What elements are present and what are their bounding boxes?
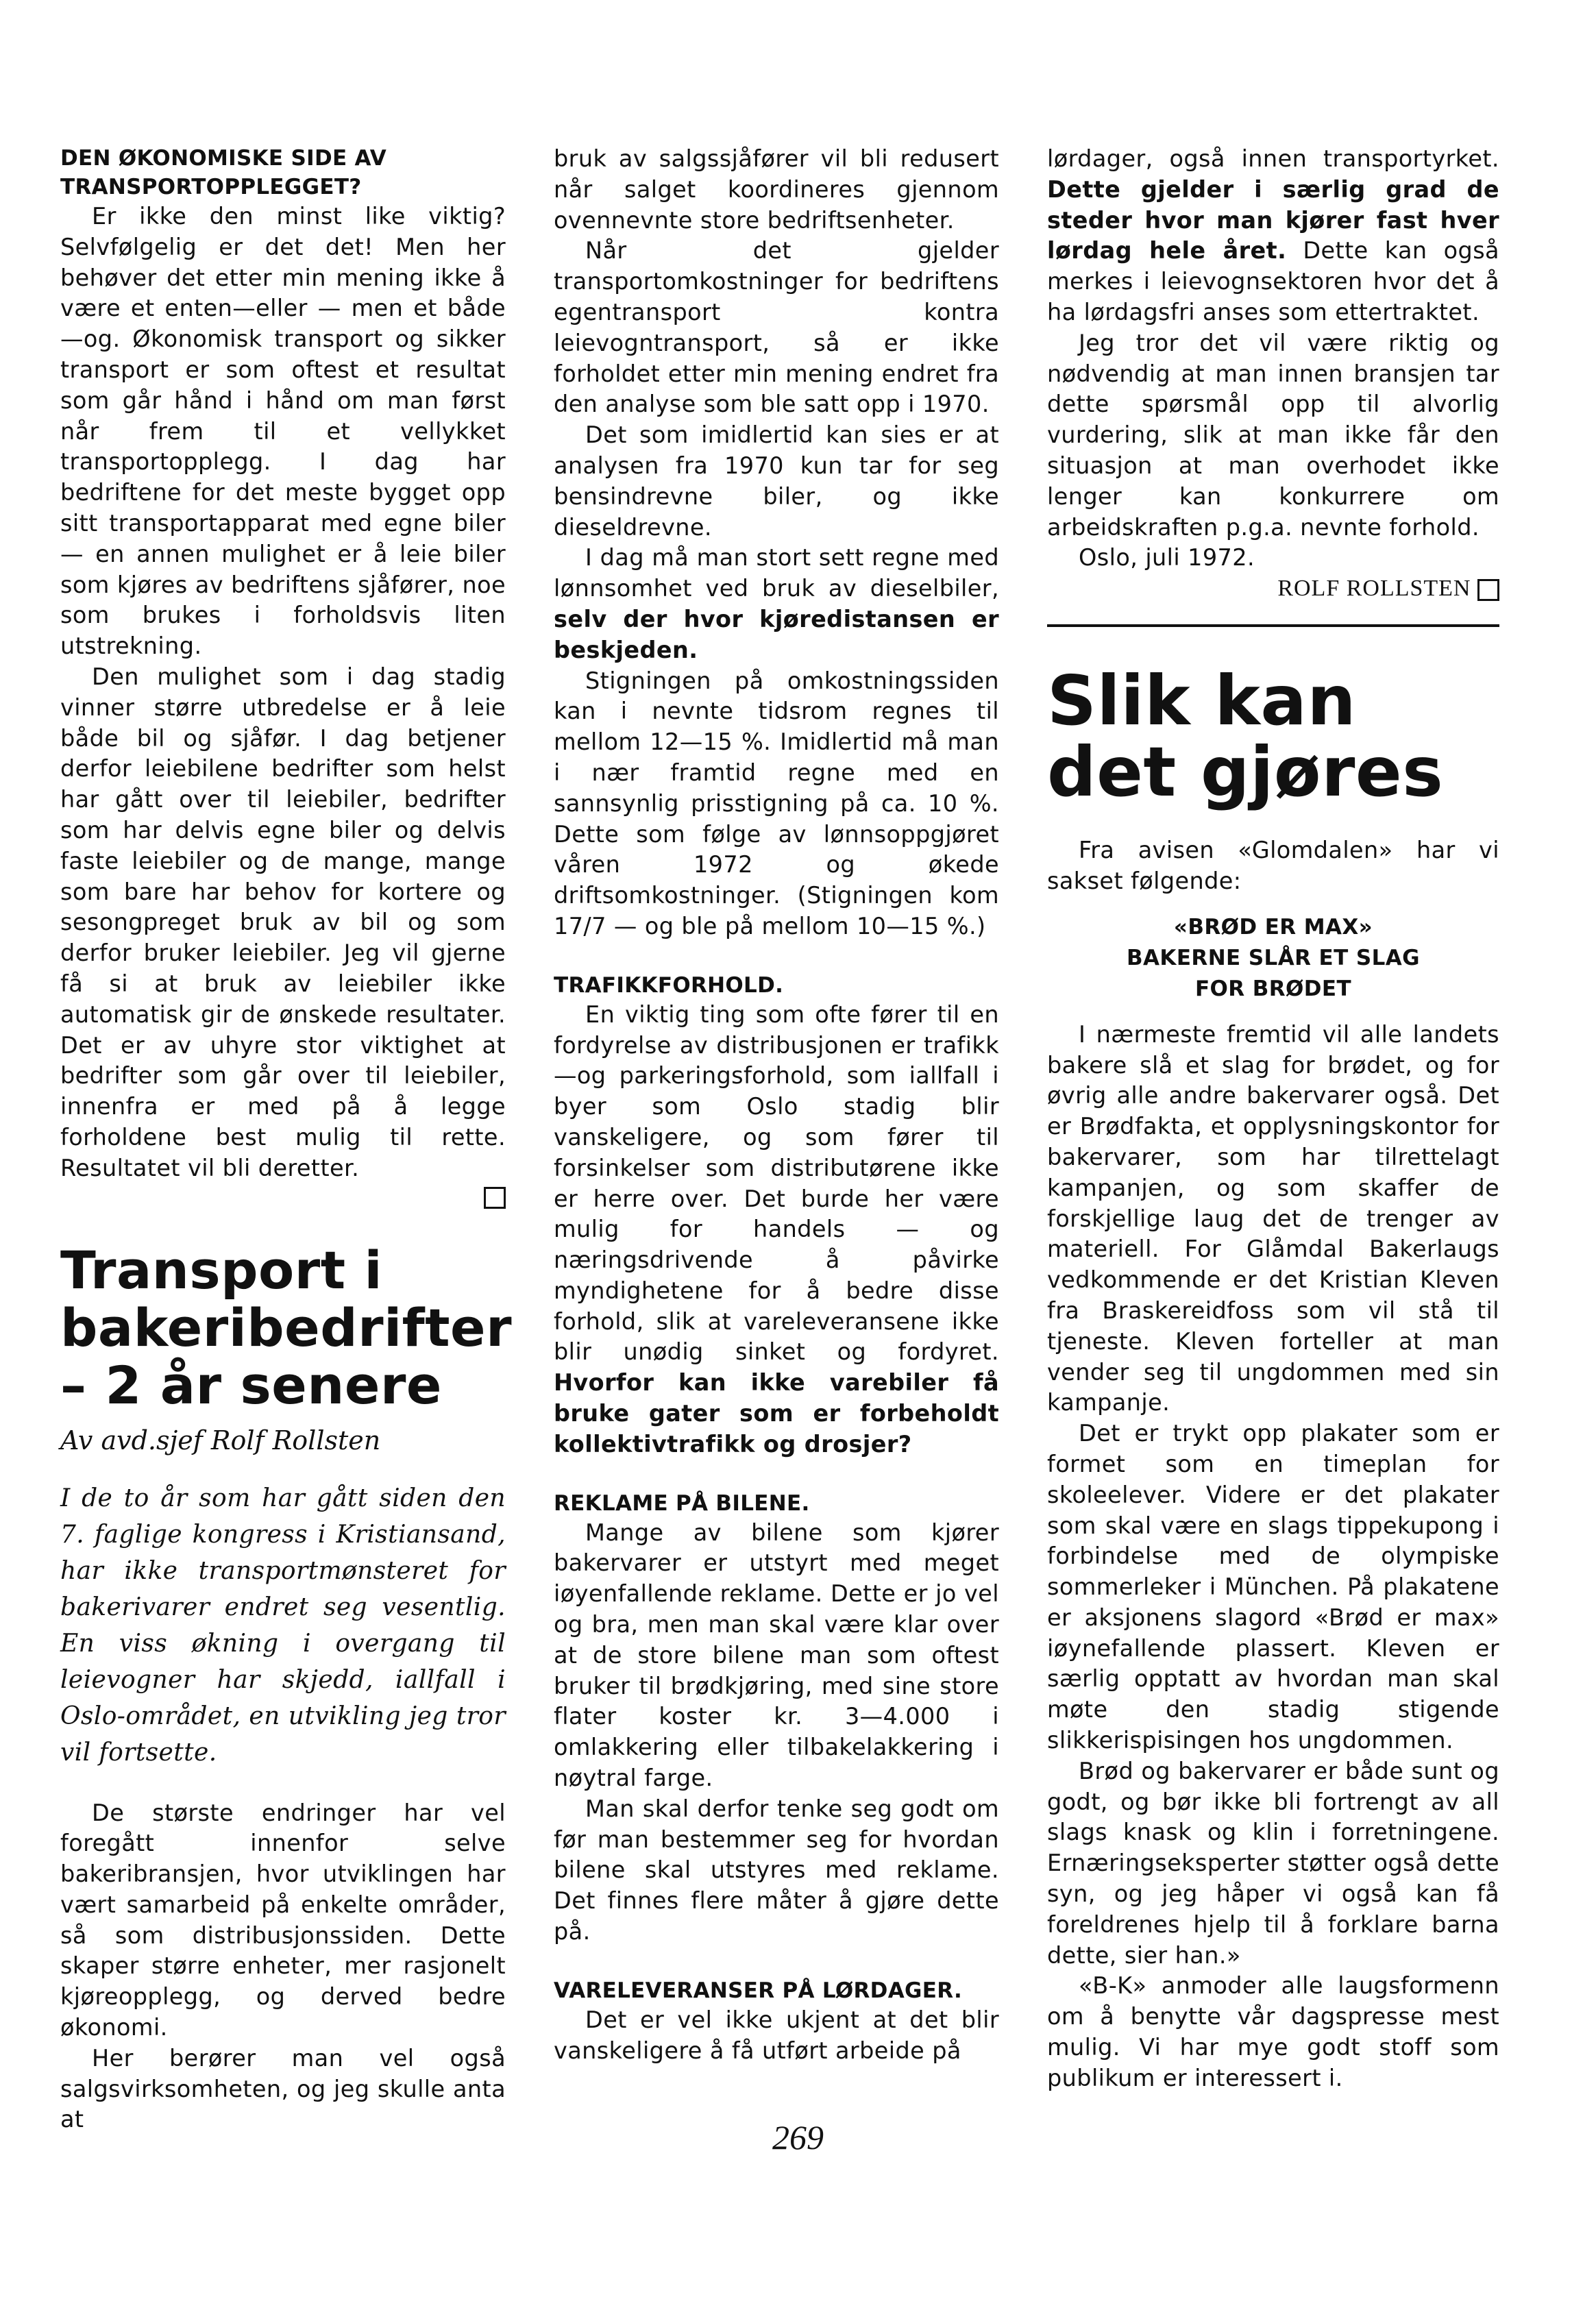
paragraph: I dag må man stort sett regne med lønnsomhet ved bruk av dieselbiler, selv der hvor kjøredistansen er beskjeden.: [554, 544, 999, 663]
section-heading: VARELEVERANSER PÅ LØRDAGER.: [554, 1978, 963, 2003]
signature: ROLF ROLLSTEN: [1047, 574, 1499, 604]
paragraph: Det er trykt opp plakater som er formet som en timeplan for skoleelever. Videre er det plakater som skal være en slags tippekupong i forbindelse med de olympiske sommerleker i München. På plakatene er aksjonens slagord «Brød er max» iøynefallende plassert. Kleven er særlig opptatt av hvordan man skal møte den stadig stigende slikkerispisingen hos ungdommen.: [1047, 1420, 1499, 1754]
paragraph: En viktig ting som ofte fører til en fordyrelse av distribusjonen er trafikk—og parkeringsforhold, som iallfall i byer som Oslo stadig blir vanskeligere, og som fører til forsinkelser som distributørene ikke er herre over. Det burde her være mulig for handels — og næringsdrivende å påvirke myndighetene for å bedre disse forhold, slik at vareleveransene ikke blir unødig sinket og fordyret. Hvorfor kan ikke varebiler få bruke gater som er forbeholdt kollektivtrafikk og drosjer?: [554, 1000, 999, 1458]
paragraph: Brød og bakervarer er både sunt og godt, og bør ikke bli fortrengt av all slags knask og klin i forretningene. Ernæringseksperter støtter også dette syn, og jeg håper vi også kan få foreldrenes hjelp til å forklare barna dette, sier han.»: [1047, 1757, 1499, 1969]
paragraph: Stigningen på omkostningssiden kan i nevnte tidsrom regnes til mellom 12—15 %. Imidlertid må man i nær framtid regne med en sannsynlig prisstigning på ca. 10 %. Dette som følge av lønnsoppgjøret våren 1972 og økede driftsomkostninger. (Stigningen kom 17/7 — og ble på mellom 10—15 %.): [554, 667, 999, 939]
paragraph: Jeg tror det vil være riktig og nødvendig at man innen bransjen tar dette spørsmål opp til alvorlig vurdering, slik at man ikke får den situasjon at man overhodet ikke lenger kan konkurrere om arbeidskraften p.g.a. nevnte forhold.: [1047, 329, 1499, 541]
section-heading: TRAFIKKFORHOLD.: [554, 972, 784, 998]
paragraph: Det er vel ikke ukjent at det blir vanskeligere å få utført arbeide på: [554, 2006, 999, 2064]
paragraph: Mange av bilene som kjører bakervarer er utstyrt med meget iøyenfallende reklame. Dette er jo vel og bra, men man skal være klar over at de store bilene man som oftest bruker til brødkjøring, med sine store flater koster kr. 3—4.000 i omlakkering eller tilbakelakkering i nøytral farge.: [554, 1519, 999, 1792]
column-middle: [554, 144, 999, 2066]
paragraph: Her berører man vel også salgsvirksomheten, og jeg skulle anta at: [60, 2044, 506, 2133]
paragraph: Det som imidlertid kan sies er at analysen fra 1970 kun tar for seg bensindrevne biler, og ikke dieseldrevne.: [554, 421, 999, 541]
section-heading: DEN ØKONOMISKE SIDE AV TRANSPORTOPPLEGGET?: [60, 146, 387, 199]
end-mark: [60, 1187, 506, 1209]
section-heading: REKLAME PÅ BILENE.: [554, 1490, 810, 1516]
paragraph: De største endringer har vel foregått innenfor selve bakeribransjen, hvor utviklingen har vært samarbeid på enkelte områder, så som distribusjonssiden. Dette skaper større enheter, mer rasjonelt kjøreopplegg, og derved bedre økonomi.: [60, 1799, 506, 2041]
page-number: 269: [772, 2118, 824, 2157]
paragraph: «B-K» anmoder alle laugsformenn om å benytte vår dagspresse mest mulig. Vi har mye godt stoff som publikum er interessert i.: [1047, 1972, 1499, 2091]
place-date: Oslo, juli 1972.: [1079, 544, 1255, 572]
paragraph: I nærmeste fremtid vil alle landets bakere slå et slag for brødet, og for øvrig alle andre bakervarer også. Det er Brødfakta, et opplysningskontor for bakervarer, som har tilrettelagt kampanjen, og som skaffer de forskjellige laug det de trenger av materiell. For Glåmdal Bakerlaugs vedkommende er det Kristian Kleven fra Braskereidfoss som vil stå til tjeneste. Kleven forteller at man vender seg til ungdommen med sin kampanje.: [1047, 1020, 1499, 1416]
subheading: FOR BRØDET: [1194, 976, 1352, 1001]
article-title: Slik kan det gjøres: [1047, 661, 1444, 813]
end-square-icon: [1477, 579, 1499, 601]
paragraph: bruk av salgssjåfører vil bli redusert når salget koordineres gjennom ovennevnte store bedriftsenheter.: [554, 145, 999, 234]
intro: Fra avisen «Glomdalen» har vi sakset følgende:: [1047, 837, 1499, 894]
paragraph: lørdager, også innen transportyrket. Dette gjelder i særlig grad de steder hvor man kjører fast hver lørdag hele året. Dette kan også merkes i leievognsektoren hvor det å ha lørdagsfri anses som ettertraktet.: [1047, 145, 1499, 325]
subheading: «BRØD ER MAX»: [1173, 914, 1373, 939]
column-left: [60, 144, 513, 2135]
article-title: Transport i bakeribedrifter – 2 år senere: [60, 1239, 513, 1416]
paragraph: Den mulighet som i dag stadig vinner større utbredelse er å leie både bil og sjåfør. I dag betjener derfor leiebilene bedrifter som helst har gått over til leiebiler, bedrifter som har delvis egne biler og delvis faste leiebiler og de mange, mange som bare har behov for kortere og sesongpreget bruk av bil og som derfor bruker leiebiler. Jeg vil gjerne få si at bruk av leiebiler ikke automatisk gir de ønskede resultater. Det er av uhyre stor viktighet at bedrifter som går over til leiebiler, innenfra er med på å legge forholdene best mulig til rette. Resultatet vil bli deretter.: [60, 663, 506, 1181]
paragraph: Er ikke den minst like viktig? Selvfølgelig er det det! Men her behøver det etter min mening ikke å være et enten—eller — men et både —og. Økonomisk transport og sikker transport er som oftest et resultat som går hånd i hånd om man først når frem til et vellykket transportopplegg. I dag har bedriftene for det meste bygget opp sitt transportapparat med egne biler — en annen mulighet er å leie biler som kjøres av bedriftens sjåfører, noe som brukes i forholdsvis liten utstrekning.: [60, 203, 506, 660]
article-lead: I de to år som har gått siden den 7. faglige kongress i Kristiansand, har ikke transportmønsteret for bakerivarer endret seg vesentlig. En viss økning i overgang til leievogner har skjedd, iallfall i Oslo-området, en utvikling jeg tror vil fortsette.: [60, 1484, 506, 1767]
paragraph: Man skal derfor tenke seg godt om før man bestemmer seg for hvordan bilene skal utstyres med reklame. Det finnes flere måter å gjøre dette på.: [554, 1795, 999, 1945]
paragraph: Når det gjelder transportomkostninger for bedriftens egentransport kontra leievogntransport, så er ikke forholdet etter min mening endret fra den analyse som ble satt opp i 1970.: [554, 237, 999, 418]
byline: Av avd.sjef Rolf Rollsten: [60, 1425, 381, 1455]
end-square-icon: [484, 1187, 506, 1209]
column-right: [1047, 144, 1499, 2094]
subheading: BAKERNE SLÅR ET SLAG: [1127, 945, 1420, 970]
